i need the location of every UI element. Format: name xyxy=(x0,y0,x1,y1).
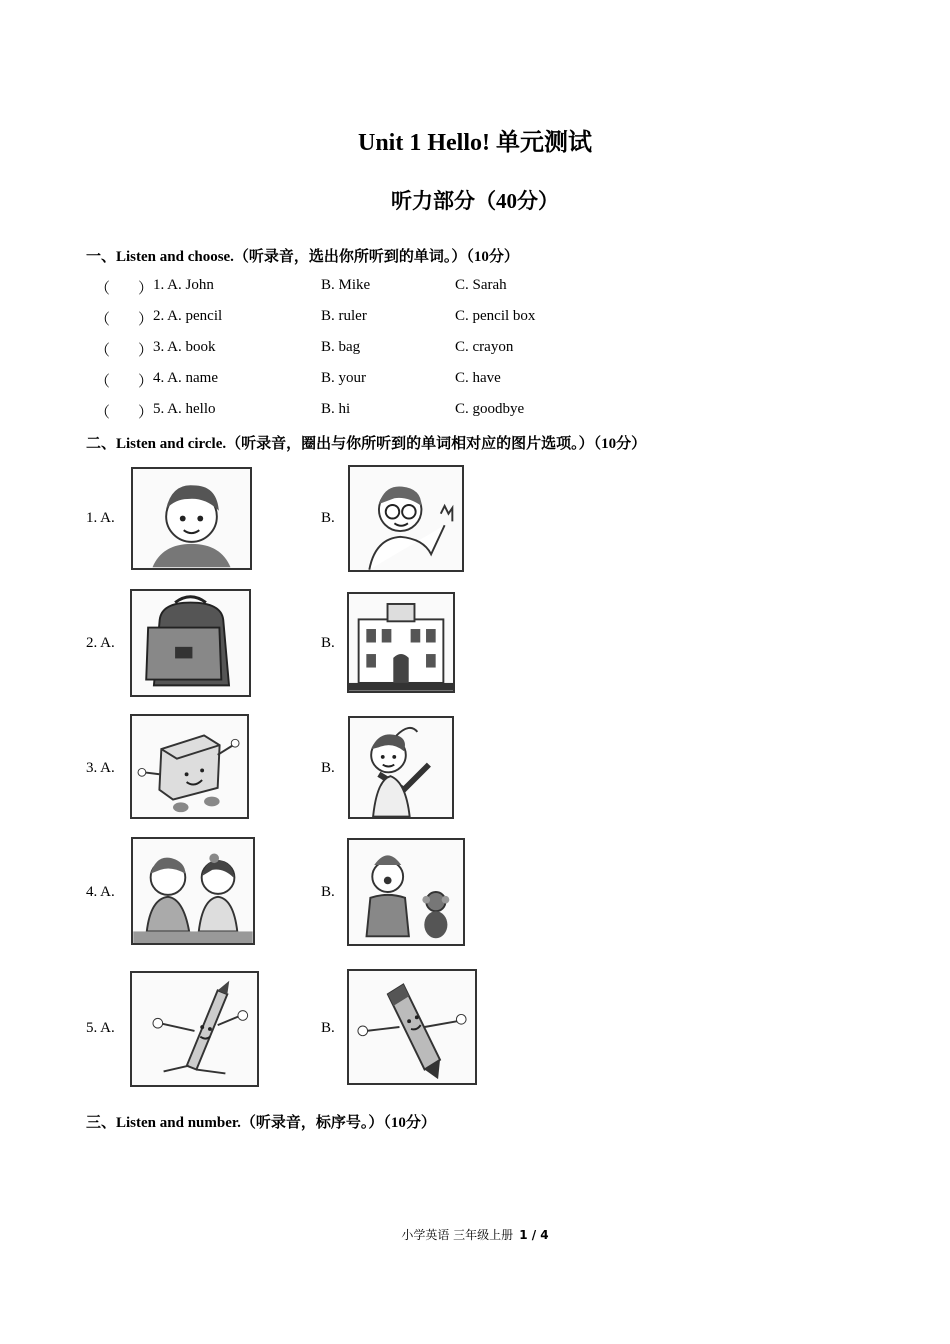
pencil-character-icon[interactable] xyxy=(130,971,259,1087)
item-label-a: 3. A. xyxy=(86,760,115,776)
option-b: B. Mike xyxy=(321,277,371,293)
footer-text: 小学英语 三年级上册 xyxy=(401,1228,514,1242)
item-label-a: 4. A. xyxy=(86,884,115,900)
option-c: C. Sarah xyxy=(455,277,507,293)
item-label-b: B. xyxy=(321,510,335,526)
girl-with-violin-icon[interactable] xyxy=(348,716,454,819)
option-b: B. bag xyxy=(321,339,361,355)
page-subtitle: 听力部分（40分） xyxy=(391,189,559,213)
answer-blank-open: （ xyxy=(95,312,111,328)
answer-blank-close: ） xyxy=(138,312,154,328)
item-label-b: B. xyxy=(321,1020,335,1036)
answer-blank-open: （ xyxy=(95,343,111,359)
option-c: C. have xyxy=(455,370,501,386)
answer-blank-open: （ xyxy=(95,374,111,390)
two-children-icon[interactable] xyxy=(131,837,255,945)
item-label-b: B. xyxy=(321,635,335,651)
option-c: C. crayon xyxy=(455,339,514,355)
option-a: 1. A. John xyxy=(153,277,214,293)
item-label-a: 5. A. xyxy=(86,1020,115,1036)
answer-blank-open: （ xyxy=(95,405,111,421)
question-row xyxy=(95,277,695,299)
item-label-b: B. xyxy=(321,884,335,900)
question-row xyxy=(95,401,695,423)
school-building-icon[interactable] xyxy=(347,592,455,693)
option-b: B. your xyxy=(321,370,366,386)
item-label-a: 2. A. xyxy=(86,635,115,651)
answer-blank-close: ） xyxy=(138,281,154,297)
answer-blank-close: ） xyxy=(138,374,154,390)
option-a: 4. A. name xyxy=(153,370,218,386)
page-number: 1 / 4 xyxy=(519,1228,549,1242)
question-row xyxy=(95,308,695,330)
answer-blank-close: ） xyxy=(138,405,154,421)
boy-with-glasses-icon[interactable] xyxy=(348,465,464,572)
item-label-b: B. xyxy=(321,760,335,776)
option-a: 2. A. pencil xyxy=(153,308,223,324)
page-title: Unit 1 Hello! 单元测试 xyxy=(358,130,592,156)
boy-portrait-icon[interactable] xyxy=(131,467,252,570)
option-b: B. hi xyxy=(321,401,351,417)
option-c: C. goodbye xyxy=(455,401,525,417)
option-b: B. ruler xyxy=(321,308,367,324)
answer-blank-close: ） xyxy=(138,343,154,359)
pen-character-icon[interactable] xyxy=(347,969,477,1085)
option-a: 3. A. book xyxy=(153,339,216,355)
clown-and-monkey-icon[interactable] xyxy=(347,838,465,946)
page-footer xyxy=(0,1226,950,1243)
option-c: C. pencil box xyxy=(455,308,536,324)
eraser-character-icon[interactable] xyxy=(130,714,249,819)
question-row xyxy=(95,370,695,392)
option-a: 5. A. hello xyxy=(153,401,216,417)
answer-blank-open: （ xyxy=(95,281,111,297)
school-bag-icon[interactable] xyxy=(130,589,251,697)
item-label-a: 1. A. xyxy=(86,510,115,526)
question-row xyxy=(95,339,695,361)
section1-heading: 一、Listen and choose.（听录音，选出你所听到的单词。）（10分） xyxy=(86,249,519,265)
section3-heading: 三、Listen and number.（听录音，标序号。）（10分） xyxy=(86,1115,436,1131)
section2-heading: 二、Listen and circle.（听录音，圈出与你所听到的单词相对应的图片选项。）（10分） xyxy=(86,436,647,452)
